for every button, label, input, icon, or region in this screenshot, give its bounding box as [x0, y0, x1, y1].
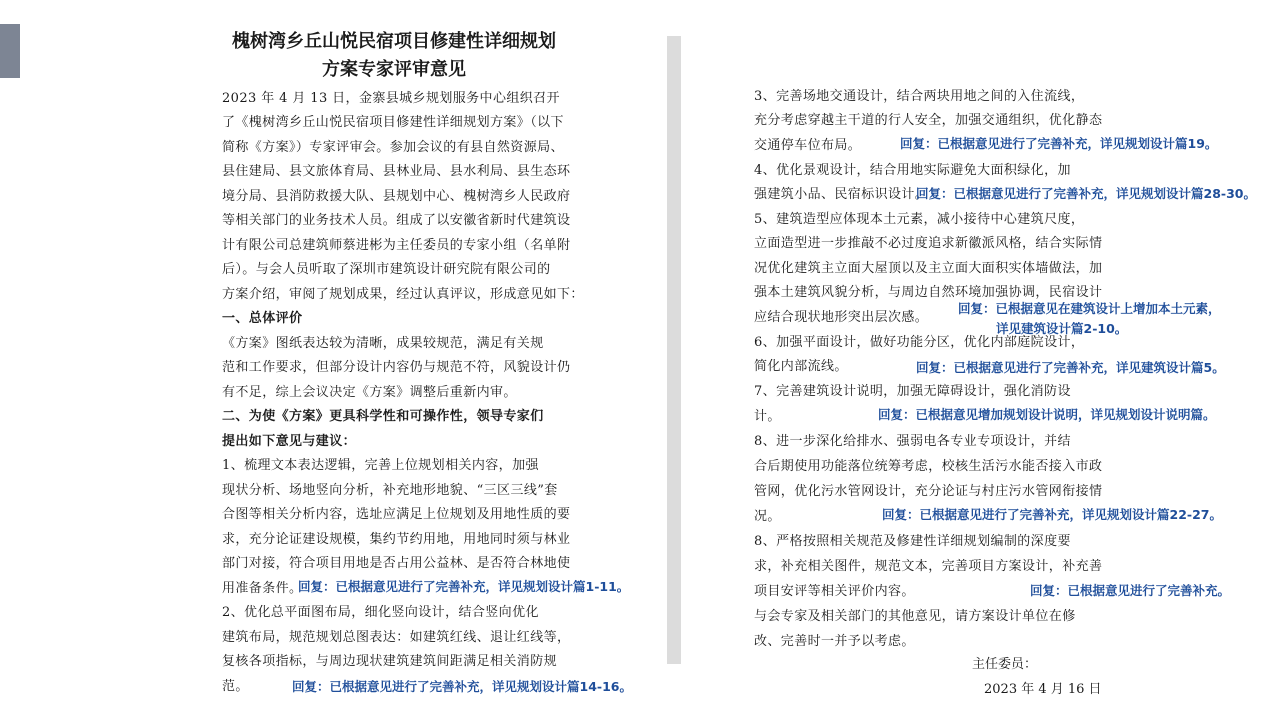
body-line: 合后期使用功能落位统筹考虑，校核生活污水能否接入市政: [754, 459, 1103, 474]
section-heading-overall: 一、总体评价: [222, 311, 303, 326]
body-line: 计有限公司总建筑师蔡进彬为主任委员的专家小组（名单附: [222, 238, 571, 253]
document-title-line1: 槐树湾乡丘山悦民宿项目修建性详细规划: [232, 31, 556, 52]
body-line: 范和工作要求，但部分设计内容仍与规范不符，风貌设计仍: [222, 360, 571, 375]
body-line: 境分局、县消防救援大队、县规划中心、槐树湾乡人民政府: [222, 189, 571, 204]
body-line: 7、完善建筑设计说明，加强无障碍设计，强化消防设: [754, 384, 1071, 399]
body-line: 等相关部门的业务技术人员。组成了以安徽省新时代建筑设: [222, 213, 571, 228]
body-line: 2、优化总平面图布局，细化竖向设计，结合竖向优化: [222, 605, 539, 620]
body-line: 《方案》图纸表达较为清晰，成果较规范，满足有关规: [222, 336, 544, 351]
body-line: 应结合现状地形突出层次感。: [754, 310, 929, 325]
body-line: 况优化建筑主立面大屋顶以及主立面大面积实体墙做法，加: [754, 261, 1103, 276]
body-line: 简称《方案》）专家评审会。参加会议的有县自然资源局、: [222, 140, 564, 155]
body-line: 6、加强平面设计，做好功能分区，优化内部庭院设计，: [754, 335, 1085, 350]
body-line: 方案介绍，审阅了规划成果，经过认真评议，形成意见如下：: [222, 287, 584, 302]
body-line: 况。: [754, 509, 781, 524]
reply-annotation-4: 回复：已根据意见进行了完善补充，详见规划设计篇28-30。: [916, 186, 1256, 201]
reply-annotation-7: 回复：已根据意见增加规划设计说明，详见规划设计说明篇。: [878, 407, 1216, 422]
body-line: 5、建筑造型应体现本土元素，减小接待中心建筑尺度，: [754, 212, 1085, 227]
reply-annotation-6: 回复：已根据意见进行了完善补充，详见建筑设计篇5。: [916, 360, 1225, 375]
reply-annotation-8: 回复：已根据意见进行了完善补充，详见规划设计篇22-27。: [882, 507, 1222, 522]
body-line: 4、优化景观设计，结合用地实际避免大面积绿化，加: [754, 163, 1071, 178]
page-divider-scrollbar[interactable]: [667, 36, 681, 664]
body-line: 改、完善时一并予以考虑。: [754, 634, 915, 649]
body-line: 用准备条件。: [222, 581, 303, 596]
document-title-line2: 方案专家评审意见: [322, 59, 466, 80]
body-line: 强建筑小品、民宿标识设计。: [754, 187, 929, 202]
signature-date: 2023 年 4 月 16 日: [984, 682, 1102, 697]
body-line: 强本土建筑风貌分析，与周边自然环境加强协调，民宿设计: [754, 285, 1103, 300]
body-line: 复核各项指标，与周边现状建筑建筑间距满足相关消防规: [222, 654, 558, 669]
body-line: 有不足，综上会议决定《方案》调整后重新内审。: [222, 385, 517, 400]
body-line: 求，补充相关图件，规范文本，完善项目方案设计，补充善: [754, 559, 1103, 574]
reply-annotation-5: 回复：已根据意见在建筑设计上增加本土元素，: [958, 301, 1221, 316]
body-line: 部门对接，符合项目用地是否占用公益林、是否符合林地使: [222, 556, 571, 571]
reply-annotation-1: 回复：已根据意见进行了完善补充，详见规划设计篇1-11。: [298, 579, 630, 594]
body-line: 2023 年 4 月 13 日，金寨县城乡规划服务中心组织召开: [222, 91, 560, 106]
body-line: 县住建局、县文旅体育局、县林业局、县水利局、县生态环: [222, 164, 571, 179]
body-line: 范。: [222, 679, 249, 694]
body-line: 1、梳理文本表达逻辑，完善上位规划相关内容，加强: [222, 458, 539, 473]
signature-label: 主任委员：: [972, 657, 1038, 672]
section-heading-suggestions-cont: 提出如下意见与建议：: [222, 434, 357, 449]
body-line: 了《槐树湾乡丘山悦民宿项目修建性详细规划方案》（以下: [222, 115, 564, 130]
reply-annotation-2: 回复：已根据意见进行了完善补充，详见规划设计篇14-16。: [292, 679, 632, 694]
body-line: 3、完善场地交通设计，结合两块用地之间的入住流线，: [754, 89, 1085, 104]
reply-annotation-3: 回复：已根据意见进行了完善补充，详见规划设计篇19。: [900, 136, 1218, 151]
body-line: 交通停车位布局。: [754, 138, 862, 153]
reply-annotation-9: 回复：已根据意见进行了完善补充。: [1030, 583, 1231, 598]
body-line: 与会专家及相关部门的其他意见，请方案设计单位在修: [754, 609, 1076, 624]
body-line: 建筑布局，规范规划总图表达：如建筑红线、退让红线等，: [222, 630, 571, 645]
body-line: 后）。与会人员听取了深圳市建筑设计研究院有限公司的: [222, 262, 551, 277]
reply-annotation-5-cont: 详见建筑设计篇2-10。: [996, 321, 1128, 336]
body-line: 合图等相关分析内容，选址应满足上位规划及用地性质的要: [222, 507, 571, 522]
body-line: 求，充分论证建设规模，集约节约用地，用地同时须与林业: [222, 532, 571, 547]
body-line: 简化内部流线。: [754, 359, 848, 374]
body-line: 管网，优化污水管网设计，充分论证与村庄污水管网衔接情: [754, 484, 1103, 499]
body-line: 计。: [754, 409, 781, 424]
section-heading-suggestions: 二、为使《方案》更具科学性和可操作性，领导专家们: [222, 409, 544, 424]
body-line: 8、进一步深化给排水、强弱电各专业专项设计，并结: [754, 434, 1071, 449]
body-line: 8、严格按照相关规范及修建性详细规划编制的深度要: [754, 534, 1071, 549]
left-side-tab: [0, 24, 20, 78]
body-line: 立面造型进一步推敲不必过度追求新徽派风格，结合实际情: [754, 236, 1103, 251]
body-line: 充分考虑穿越主干道的行人安全，加强交通组织，优化静态: [754, 113, 1103, 128]
body-line: 项目安评等相关评价内容。: [754, 584, 915, 599]
body-line: 现状分析、场地竖向分析，补充地形地貌、“三区三线”套: [222, 483, 558, 498]
